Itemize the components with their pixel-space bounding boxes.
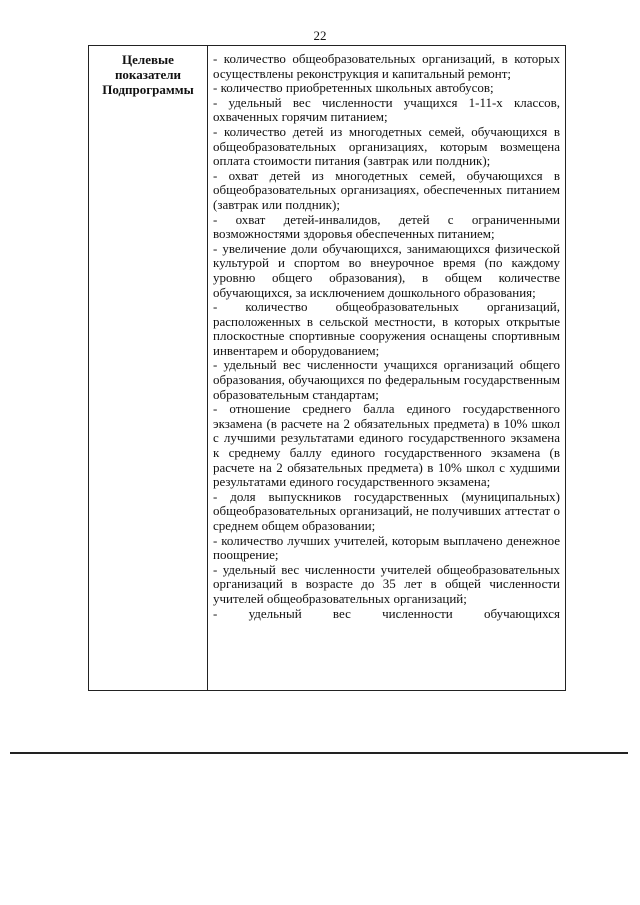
label-line-2: показатели bbox=[114, 67, 182, 82]
indicator-item: - количество приобретенных школьных автобусов; bbox=[213, 80, 494, 96]
indicator-item: - увеличение доли обучающихся, занимающихся физической культурой и спортом во внеурочное время (по каждому уровню общего образования), в общем количестве обучающихся, за исключением дошкольного образования; bbox=[213, 240, 560, 300]
page-number: 22 bbox=[313, 28, 327, 43]
indicator-item: - охват детей-инвалидов, детей с ограниченными возможностями здоровья обеспеченных питанием; bbox=[213, 211, 560, 242]
indicator-item: - удельный вес численности учащихся 1-11-х классов, охваченных горячим питанием; bbox=[213, 94, 560, 125]
indicator-item: - количество общеобразовательных организаций, в которых осуществлены реконструкция и капитальный ремонт; bbox=[213, 51, 560, 81]
label-line-3: Подпрограммы bbox=[102, 82, 194, 97]
indicator-item: - охват детей из многодетных семей, обучающихся в общеобразовательных организациях, обеспеченных питанием (завтрак или полдник); bbox=[213, 167, 560, 212]
footer-divider bbox=[10, 752, 628, 754]
indicator-item: - доля выпускников государственных (муниципальных) общеобразовательных организаций, не получивших аттестат о среднем общем образовании; bbox=[213, 488, 560, 533]
indicator-item: - удельный вес численности учителей общеобразовательных организаций в возрасте до 35 лет в общей численности учителей общеобразовательных организаций; bbox=[213, 561, 560, 606]
indicator-item: - количество детей из многодетных семей, обучающихся в общеобразовательных организациях, которым возмещена оплата стоимости питания (завтрак или полдник); bbox=[213, 123, 560, 169]
table-label-cell bbox=[89, 46, 208, 690]
label-line-1: Целевые bbox=[122, 52, 174, 67]
indicator-item: - количество лучших учителей, которым выплачено денежное поощрение; bbox=[213, 532, 560, 563]
indicators-list bbox=[208, 46, 565, 690]
indicators-table bbox=[88, 45, 566, 691]
indicator-item: - отношение среднего балла единого государственного экзамена (в расчете на 2 обязательных предмета) в 10% школ с лучшими результатами единого государственного экзамена к среднему баллу единого государственного экзамена (в расчете на 2 обязательных предмета) в 10% школ с худшими результатами единого государственного экзамена; bbox=[213, 401, 560, 490]
indicator-item: - количество общеобразовательных организаций, расположенных в сельской местности, в которых открытые плоскостные спортивные сооружения оснащены спортивным инвентарем и оборудованием; bbox=[213, 299, 560, 358]
indicator-item: - удельный вес численности обучающихся bbox=[213, 605, 560, 621]
indicator-item: - удельный вес численности учащихся организаций общего образования, обучающихся по федеральным государственным образовательным стандартам; bbox=[213, 357, 560, 402]
